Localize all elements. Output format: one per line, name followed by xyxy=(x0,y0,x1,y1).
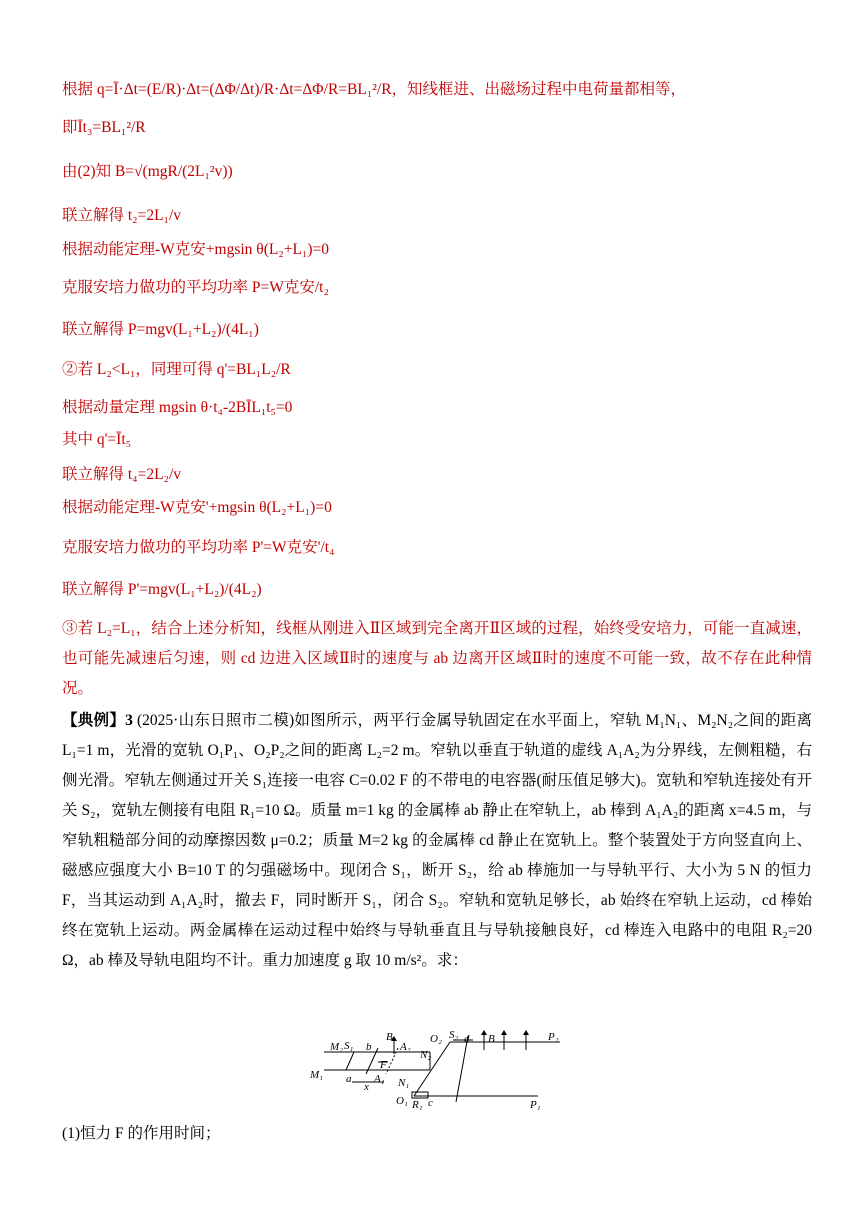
solution-line: 即Īt₃=BL₁²/R xyxy=(62,119,146,136)
label-b: b xyxy=(366,1041,372,1053)
example-problem xyxy=(62,706,812,976)
label-M2: M₂ xyxy=(330,1041,343,1053)
rail-circuit-diagram xyxy=(308,1030,578,1114)
solution-line: 克服安培力做功的平均功率 P=W克安/t₂ xyxy=(62,279,329,296)
label-B-right: B xyxy=(488,1033,495,1045)
example-tag: 【典例】3 xyxy=(62,712,133,729)
label-S1: S₁ xyxy=(344,1040,354,1052)
label-A1: A₁ xyxy=(374,1073,385,1085)
solution-line: 联立解得 t₂=2L₁/v xyxy=(62,207,182,224)
label-N1: N₁ xyxy=(398,1077,410,1089)
solution-line: 根据 q=Ī·Δt=(E/R)·Δt=(ΔΦ/Δt)/R·Δt=ΔΦ/R=BL₁²/R，知线框进、出磁场过程中电荷量都相等， xyxy=(62,81,687,98)
label-M1: M₁ xyxy=(310,1069,323,1081)
label-B-left: B xyxy=(386,1031,393,1043)
label-P2: P₂ xyxy=(548,1031,559,1043)
label-x: x xyxy=(364,1081,369,1093)
solution-line: 其中 q'=Īt₅ xyxy=(62,431,132,448)
label-F: F xyxy=(380,1059,387,1071)
label-O2: O₂ xyxy=(430,1033,442,1045)
solution-case3: ③若 L₂=L₁，结合上述分析知，线框从刚进入Ⅱ区域到完全离开Ⅱ区域的过程，始终受安培力，可能一直减速，也可能先减速后匀速，则 cd 边进入区域Ⅱ时的速度与 ab 边离开区域Ⅱ时的速度不可能一致，故不存在此种情况。 xyxy=(62,620,812,697)
solution-line: 联立解得 P'=mgv(L₁+L₂)/(4L₂) xyxy=(62,581,262,598)
solution-line: 根据动能定理-W克安'+mgsin θ(L₂+L₁)=0 xyxy=(62,499,332,516)
label-S2: S₂ xyxy=(449,1030,459,1041)
label-d: d xyxy=(464,1033,470,1045)
solution-line: 根据动量定理 mgsin θ·t₄-2BĪL₁t₅=0 xyxy=(62,399,293,416)
solution-line: 联立解得 P=mgv(L₁+L₂)/(4L₁) xyxy=(62,321,259,338)
label-a: a xyxy=(346,1073,352,1085)
label-c: c xyxy=(428,1097,433,1109)
solution-line: ②若 L₂<L₁，同理可得 q'=BL₁L₂/R xyxy=(62,361,291,378)
example-text: (2025·山东日照市二模)如图所示，两平行金属导轨固定在水平面上，窄轨 M₁N₁、M₂N₂之间的距离 L₁=1 m，光滑的宽轨 O₁P₁、O₂P₂之间的距离 L₂=2 m。窄轨以垂直于轨道的虚线 A₁A₂为分界线，左侧粗糙，右侧光滑。窄轨左侧通过开关 S₁连接一电容 C=0.02 F 的不带电的电容器(耐压值足够大)。宽轨和窄轨连接处有开关 S₂，宽轨左侧接有电阻 R₁=10 Ω。质量 m=1 kg 的金属棒 ab 静止在窄轨上，ab 棒到 A₁A₂的距离 x=4.5 m，与窄轨粗糙部分间的动摩擦因数 μ=0.2；质量 M=2 kg 的金属棒 cd 静止在宽轨上。整个装置处于方向竖直向上、磁感应强度大小 B=10 T 的匀强磁场中。现闭合 S₁，断开 S₂，给 ab 棒施加一与导轨平行、大小为 5 N 的恒力 F，当其运动到 A₁A₂时，撤去 F，同时断开 S₁，闭合 S₂。窄轨和宽轨足够长，ab 始终在窄轨上运动，cd 棒始终在宽轨上运动。两金属棒在运动过程中始终与导轨垂直且与导轨接触良好，cd 棒连入电路中的电阻 R₂=20 Ω，ab 棒及导轨电阻均不计。重力加速度 g 取 10 m/s²。求： xyxy=(62,712,812,969)
label-N2: N₂ xyxy=(420,1049,432,1061)
label-R1: R₁ xyxy=(412,1099,423,1111)
solution-line: 克服安培力做功的平均功率 P'=W克安'/t₄ xyxy=(62,539,335,556)
label-A2: A₂ xyxy=(400,1041,411,1053)
solution-line: 由(2)知 B=√(mgR/(2L₁²v)) xyxy=(62,163,233,180)
label-P1: P₁ xyxy=(530,1099,541,1111)
label-O1: O₁ xyxy=(396,1095,408,1107)
question-1: (1)恒力 F 的作用时间； xyxy=(62,1125,221,1142)
solution-line: 联立解得 t₄=2L₂/v xyxy=(62,466,182,483)
solution-line: 根据动能定理-W克安+mgsin θ(L₂+L₁)=0 xyxy=(62,241,330,258)
